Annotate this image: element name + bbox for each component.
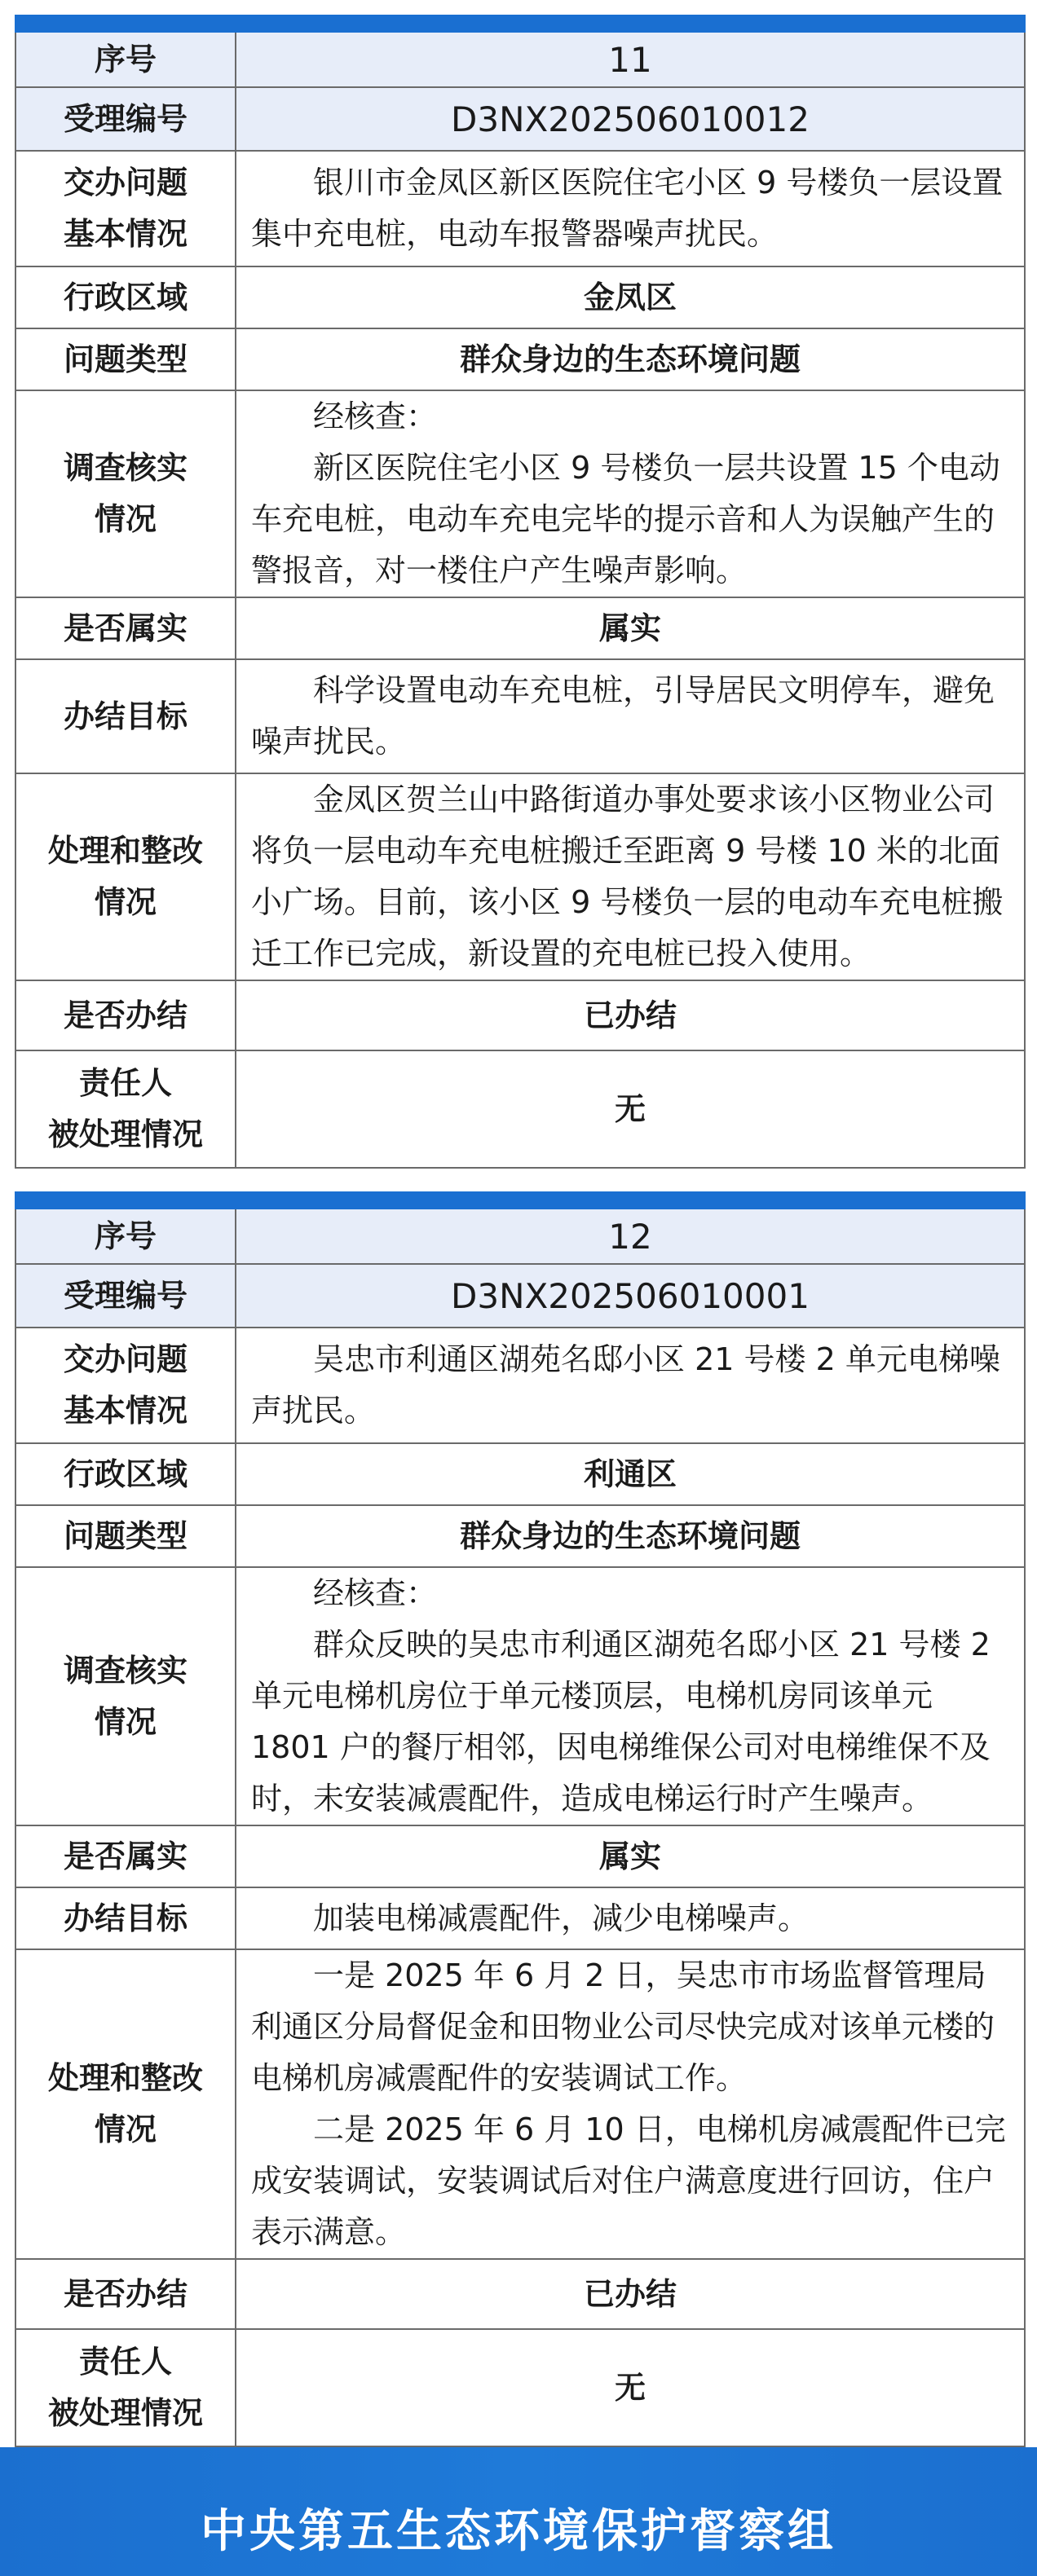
paragraph: 金凤区贺兰山中路街道办事处要求该小区物业公司将负一层电动车充电桩搬迁至距离 9 号楼 10 米的北面小广场。目前，该小区 9 号楼负一层的电动车充电桩搬迁工作已完成，新设置的充电桩已投入使用。 [251,782,1004,971]
investigation-label-line1: 调查核实 [63,450,188,486]
row-investigation [15,1567,1025,1825]
verified-value: 属实 [236,1825,1025,1887]
basic-label [15,1328,236,1443]
paragraph: 经核查： [313,1575,438,1611]
closed-value: 已办结 [236,2259,1025,2329]
type-value: 群众身边的生态环境问题 [236,1505,1025,1567]
basic-text [236,1328,1025,1443]
accountability-label-line2: 被处理情况 [47,1116,203,1152]
basic-label [15,151,236,266]
row-region [15,1443,1025,1505]
seq-value: 12 [236,1200,1025,1264]
row-verified [15,597,1025,659]
investigation-text [236,390,1025,597]
verified-label: 是否属实 [15,597,236,659]
handling-label-line1: 处理和整改 [47,833,203,869]
handling-label [15,1949,236,2259]
row-goal [15,1887,1025,1949]
region-value: 利通区 [236,1443,1025,1505]
row-handling [15,773,1025,980]
seq-label: 序号 [15,1200,236,1264]
row-type [15,1505,1025,1567]
accountability-label [15,2329,236,2446]
closed-label: 是否办结 [15,2259,236,2329]
investigation-label-line1: 调查核实 [63,1652,188,1689]
case-table-12 [15,1191,1026,2447]
basic-label-line1: 交办问题 [63,1341,188,1377]
seq-value: 11 [236,24,1025,87]
row-closed [15,2259,1025,2329]
type-label: 问题类型 [15,1505,236,1567]
footer-banner [0,2447,1037,2576]
row-closed [15,980,1025,1050]
accountability-value: 无 [236,1050,1025,1168]
row-region [15,266,1025,328]
investigation-label [15,390,236,597]
row-type [15,328,1025,390]
handling-label [15,773,236,980]
investigation-label-line2: 情况 [94,501,157,537]
paragraph: 一是 2025 年 6 月 2 日，吴忠市市场监督管理局利通区分局督促金和田物业公司尽快完成对该单元楼的电梯机房减震配件的安装调试工作。 [251,1957,995,2096]
type-value: 群众身边的生态环境问题 [236,328,1025,390]
row-seq [15,24,1025,87]
receipt-label: 受理编号 [15,87,236,151]
paragraph: 新区医院住宅小区 9 号楼负一层共设置 15 个电动车充电桩，电动车充电完毕的提示音和人为误触产生的警报音，对一楼住户产生噪声影响。 [251,450,1000,588]
region-label: 行政区域 [15,266,236,328]
goal-text [236,1887,1025,1949]
investigation-label [15,1567,236,1825]
row-seq [15,1200,1025,1264]
handling-text [236,1949,1025,2259]
row-investigation [15,390,1025,597]
goal-label: 办结目标 [15,659,236,773]
accountability-value: 无 [236,2329,1025,2446]
handling-label-line2: 情况 [94,884,157,920]
basic-label-line2: 基本情况 [63,1393,188,1429]
paragraph: 科学设置电动车充电桩，引导居民文明停车，避免噪声扰民。 [251,672,995,760]
accountability-label-line1: 责任人 [78,1065,172,1101]
row-basic [15,1328,1025,1443]
case-table-11 [15,15,1026,1169]
handling-text [236,773,1025,980]
paragraph: 二是 2025 年 6 月 10 日，电梯机房减震配件已完成安装调试，安装调试后对住户满意度进行回访，住户表示满意。 [251,2111,1006,2250]
paragraph: 吴忠市利通区湖苑名邸小区 21 号楼 2 单元电梯噪声扰民。 [251,1341,1000,1429]
row-basic [15,151,1025,266]
receipt-label: 受理编号 [15,1264,236,1328]
accountability-label [15,1050,236,1168]
closed-label: 是否办结 [15,980,236,1050]
paragraph: 加装电梯减震配件，减少电梯噪声。 [313,1900,810,1936]
basic-label-line1: 交办问题 [63,165,188,200]
row-verified [15,1825,1025,1887]
type-label: 问题类型 [15,328,236,390]
region-value: 金凤区 [236,266,1025,328]
receipt-number: D3NX202506010001 [236,1264,1025,1328]
paragraph: 银川市金凤区新区医院住宅小区 9 号楼负一层设置集中充电桩，电动车报警器噪声扰民。 [251,165,1004,252]
paragraph: 经核查： [313,399,438,434]
investigation-label-line2: 情况 [94,1703,157,1740]
row-receipt [15,87,1025,151]
row-goal [15,659,1025,773]
goal-label: 办结目标 [15,1887,236,1949]
row-handling [15,1949,1025,2259]
paragraph: 群众反映的吴忠市利通区湖苑名邸小区 21 号楼 2 单元电梯机房位于单元楼顶层，电梯机房同该单元 1801 户的餐厅相邻，因电梯维保公司对电梯维保不及时，未安装减震配件，造成电梯运行时产生噪声。 [251,1627,991,1816]
handling-label-line2: 情况 [94,2111,157,2147]
seq-label: 序号 [15,24,236,87]
row-accountability [15,2329,1025,2446]
verified-label: 是否属实 [15,1825,236,1887]
footer-title: 中央第五生态环境保护督察组 [201,2505,836,2558]
accountability-label-line2: 被处理情况 [47,2395,203,2431]
region-label: 行政区域 [15,1443,236,1505]
row-accountability [15,1050,1025,1168]
receipt-number: D3NX202506010012 [236,87,1025,151]
basic-text [236,151,1025,266]
basic-label-line2: 基本情况 [63,216,188,252]
investigation-text [236,1567,1025,1825]
accountability-label-line1: 责任人 [78,2344,172,2380]
closed-value: 已办结 [236,980,1025,1050]
goal-text [236,659,1025,773]
verified-value: 属实 [236,597,1025,659]
row-receipt [15,1264,1025,1328]
handling-label-line1: 处理和整改 [47,2060,203,2096]
